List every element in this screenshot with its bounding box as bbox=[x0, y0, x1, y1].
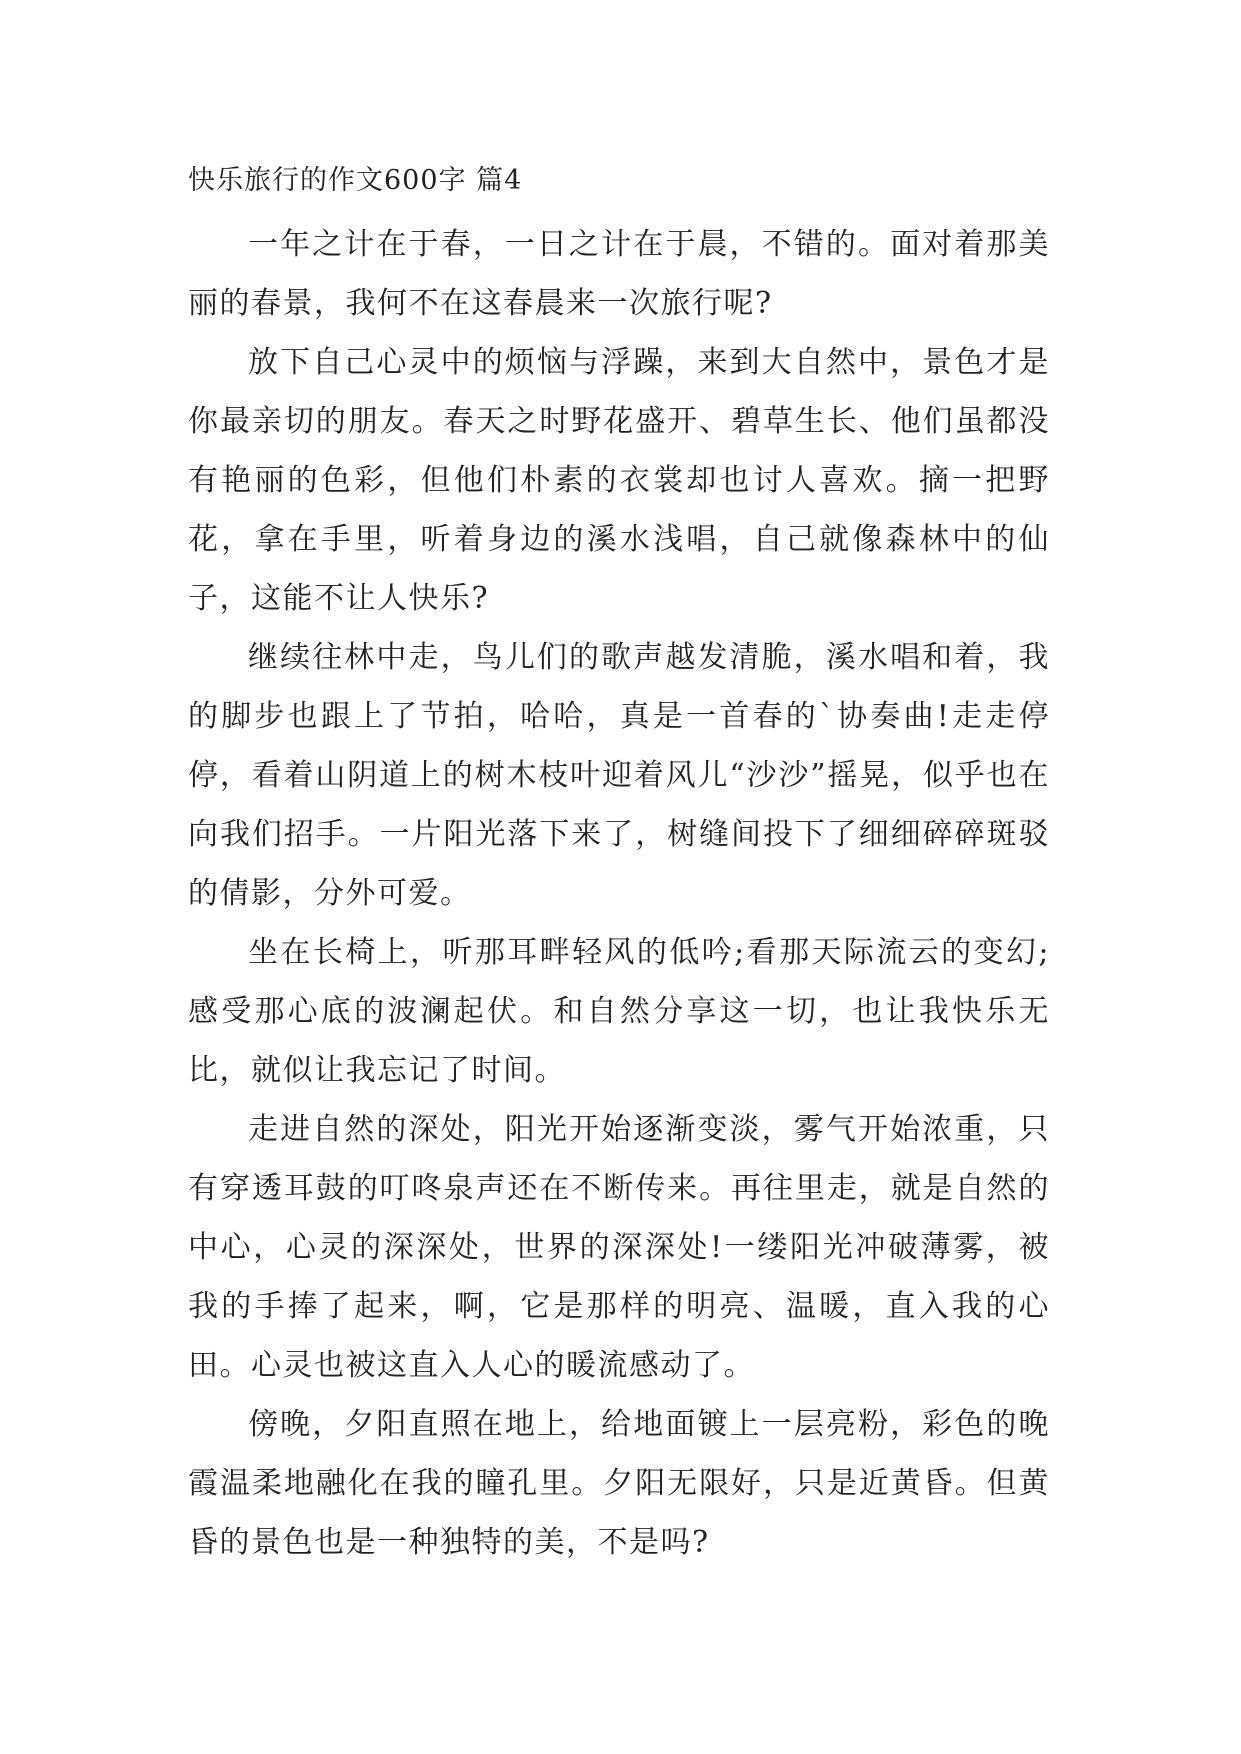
article-body bbox=[188, 162, 1050, 1572]
paragraph-3: 继续往林中走，鸟儿们的歌声越发清脆，溪水唱和着，我的脚步也跟上了节拍，哈哈，真是一首春的`协奏曲!走走停停，看着山阴道上的树木枝叶迎着风儿“沙沙”摇晃，似乎也在向我们招手。一片阳光落下来了，树缝间投下了细细碎碎斑驳的倩影，分外可爱。 bbox=[188, 640, 1050, 911]
paragraph-4: 坐在长椅上，听那耳畔轻风的低吟;看那天际流云的变幻;感受那心底的波澜起伏。和自然分享这一切，也让我快乐无比，就似让我忘记了时间。 bbox=[188, 935, 1050, 1088]
paragraph-5: 走进自然的深处，阳光开始逐渐变淡，雾气开始浓重，只有穿透耳鼓的叮咚泉声还在不断传来。再往里走，就是自然的中心，心灵的深深处，世界的深深处!一缕阳光冲破薄雾，被我的手捧了起来，啊，它是那样的明亮、温暖，直入我的心田。心灵也被这直入人心的暖流感动了。 bbox=[188, 1112, 1050, 1383]
paragraph-2: 放下自己心灵中的烦恼与浮躁，来到大自然中，景色才是你最亲切的朋友。春天之时野花盛开、碧草生长、他们虽都没有艳丽的色彩，但他们朴素的衣裳却也讨人喜欢。摘一把野花，拿在手里，听着身边的溪水浅唱，自己就像森林中的仙子，这能不让人快乐? bbox=[188, 345, 1050, 616]
paragraph-6: 傍晚，夕阳直照在地上，给地面镀上一层亮粉，彩色的晚霞温柔地融化在我的瞳孔里。夕阳无限好，只是近黄昏。但黄昏的景色也是一种独特的美，不是吗? bbox=[188, 1407, 1050, 1560]
paragraph-1: 一年之计在于春，一日之计在于晨，不错的。面对着那美丽的春景，我何不在这春晨来一次旅行呢? bbox=[188, 227, 1050, 321]
article-title: 快乐旅行的作文600字 篇4 bbox=[188, 165, 523, 196]
